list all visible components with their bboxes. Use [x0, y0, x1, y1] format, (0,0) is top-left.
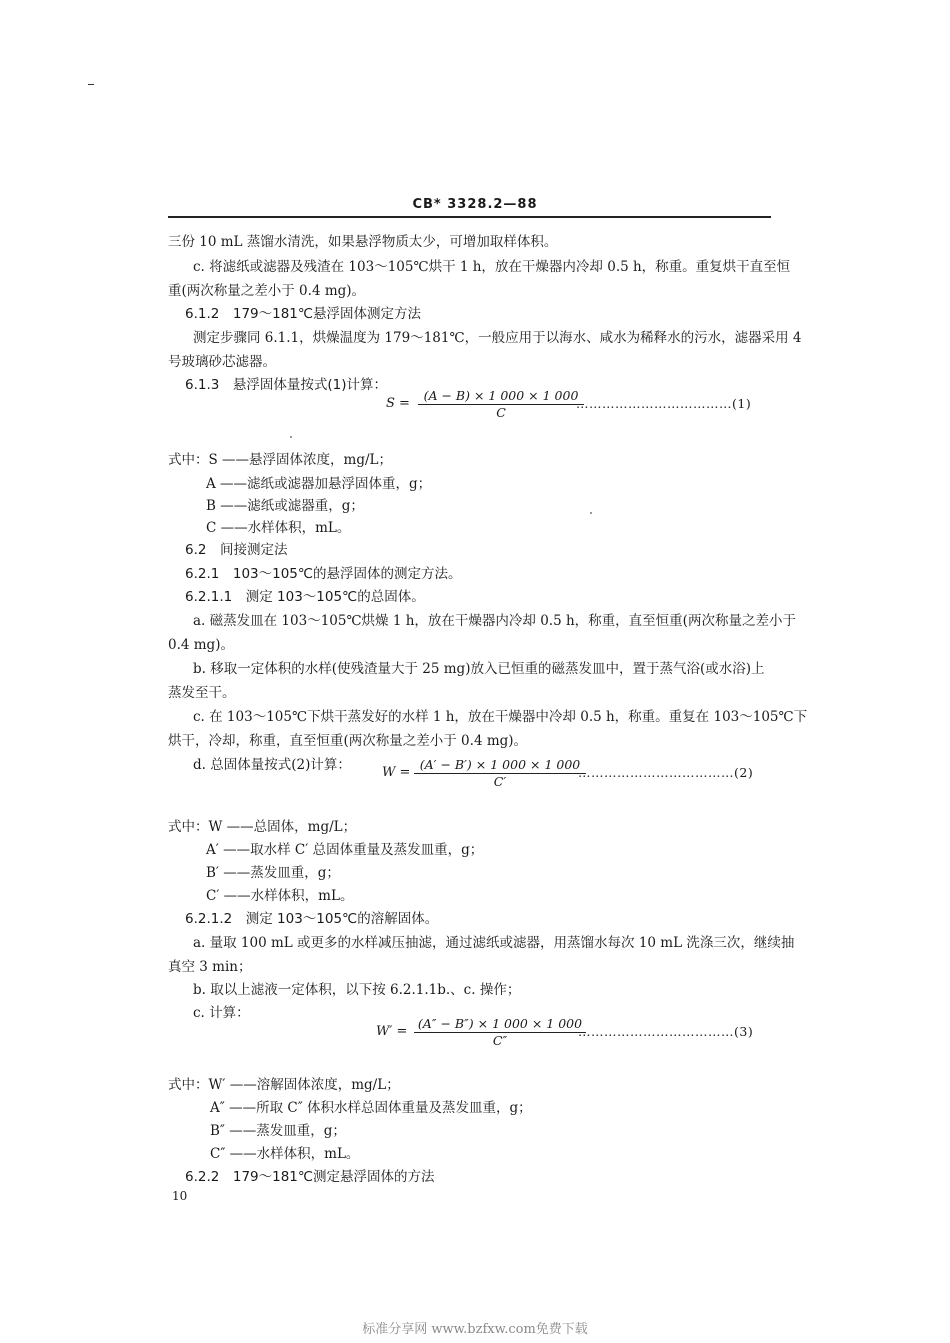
step-a-line: a. 量取 100 mL 或更多的水样减压抽滤，通过滤纸或滤器，用蒸馏水每次 10 mL 洗涤三次，继续抽 — [193, 935, 795, 951]
symbol-definition: C ——水样体积，mL。 — [206, 520, 351, 536]
symbol-definition: A ——滤纸或滤器加悬浮固体重，g； — [206, 476, 432, 492]
symbol-definition: 式中：W′ ——溶解固体浓度，mg/L； — [168, 1077, 400, 1093]
numerator: (A − B) × 1 000 × 1 000 — [423, 388, 579, 403]
step-a-line: a. 磁蒸发皿在 103～105℃烘燥 1 h，放在干燥器内冷却 0.5 h，称重，直至恒重(两次称量之差小于 — [193, 613, 796, 629]
symbol-definition: C″ ——水样体积，mL。 — [210, 1146, 360, 1162]
formula-leader: ………………………………(2) — [578, 765, 754, 780]
paragraph-line: 号玻璃砂芯滤器。 — [168, 354, 276, 370]
formula-leader: ………………………………(1) — [576, 396, 752, 411]
formula-fraction — [414, 1016, 586, 1048]
formula-lhs: S = — [386, 396, 410, 411]
symbol-definition: A′ ——取水样 C′ 总固体重量及蒸发皿重，g； — [206, 842, 484, 858]
formula-lhs: W′ = — [376, 1024, 408, 1039]
paragraph-line: 三份 10 mL 蒸馏水清洗，如果悬浮物质太少，可增加取样体积。 — [168, 234, 558, 250]
scan-speck — [590, 512, 592, 514]
header-rule — [168, 216, 771, 218]
paragraph-line: 重(两次称量之差小于 0.4 mg)。 — [168, 283, 366, 299]
paragraph-line: 测定步骤同 6.1.1，烘燥温度为 179～181℃，一般应用于以海水、咸水为稀释水的污水，滤器采用 4 — [193, 330, 802, 346]
paragraph-line: 蒸发至干。 — [168, 685, 236, 701]
step-d-line: d. 总固体量按式(2)计算： — [193, 757, 351, 773]
formula-fraction — [414, 757, 586, 789]
step-c-line: c. 将滤纸或滤器及残渣在 103～105℃烘干 1 h，放在干燥器内冷却 0.5 h，称重。重复烘干直至恒 — [193, 259, 791, 275]
symbol-definition: B ——滤纸或滤器重，g； — [206, 498, 364, 514]
step-b-line: b. 移取一定体积的水样(使残渣量大于 25 mg)放入已恒重的磁蒸发皿中，置于蒸气浴(或水浴)上 — [193, 661, 765, 677]
watermark-footer: 标准分享网 www.bzfxw.com免费下载 — [362, 1322, 588, 1337]
symbol-definition: B″ ——蒸发皿重，g； — [210, 1123, 346, 1139]
denominator: C″ — [492, 1033, 508, 1048]
section-heading-6-2-2: 6.2.2 179～181℃测定悬浮固体的方法 — [185, 1169, 435, 1185]
step-b-line: b. 取以上滤液一定体积，以下按 6.2.1.1b.、c. 操作； — [193, 982, 521, 998]
symbol-definition: 式中：S ——悬浮固体浓度，mg/L； — [168, 452, 392, 468]
section-heading-6-2-1-1: 6.2.1.1 测定 103～105℃的总固体。 — [185, 589, 425, 605]
formula-leader: ………………………………(3) — [578, 1024, 754, 1039]
numerator: (A′ − B′) × 1 000 × 1 000 — [419, 757, 581, 772]
numerator: (A″ − B″) × 1 000 × 1 000 — [417, 1016, 583, 1031]
formula-lhs: W = — [382, 765, 411, 780]
symbol-definition: C′ ——水样体积，mL。 — [206, 888, 354, 904]
section-heading-6-2-1-2: 6.2.1.2 测定 103～105℃的溶解固体。 — [185, 911, 439, 927]
denominator: C′ — [493, 774, 507, 789]
denominator: C — [496, 405, 506, 420]
formula-fraction — [418, 388, 584, 420]
symbol-definition: B′ ——蒸发皿重，g； — [206, 865, 340, 881]
scan-mark — [88, 84, 94, 85]
section-heading-6-1-3: 6.1.3 悬浮固体量按式(1)计算： — [185, 377, 387, 393]
step-c-line: c. 计算： — [193, 1005, 250, 1021]
scan-speck — [290, 436, 292, 438]
symbol-definition: 式中：W ——总固体，mg/L； — [168, 819, 357, 835]
symbol-definition: A″ ——所取 C″ 体积水样总固体重量及蒸发皿重，g； — [210, 1100, 532, 1116]
section-heading-6-2: 6.2 间接测定法 — [185, 542, 288, 558]
section-heading-6-1-2: 6.1.2 179～181℃悬浮固体测定方法 — [185, 306, 422, 322]
paragraph-line: 0.4 mg)。 — [168, 637, 234, 653]
section-heading-6-2-1: 6.2.1 103～105℃的悬浮固体的测定方法。 — [185, 566, 462, 582]
step-c-line: c. 在 103～105℃下烘干蒸发好的水样 1 h，放在干燥器中冷却 0.5 h，称重。重复在 103～105℃下 — [193, 709, 808, 725]
paragraph-line: 真空 3 min； — [168, 959, 252, 975]
paragraph-line: 烘干，冷却，称重，直至恒重(两次称量之差小于 0.4 mg)。 — [168, 733, 528, 749]
standard-code-header: CB* 3328.2—88 — [412, 197, 538, 212]
page-number: 10 — [172, 1189, 188, 1203]
